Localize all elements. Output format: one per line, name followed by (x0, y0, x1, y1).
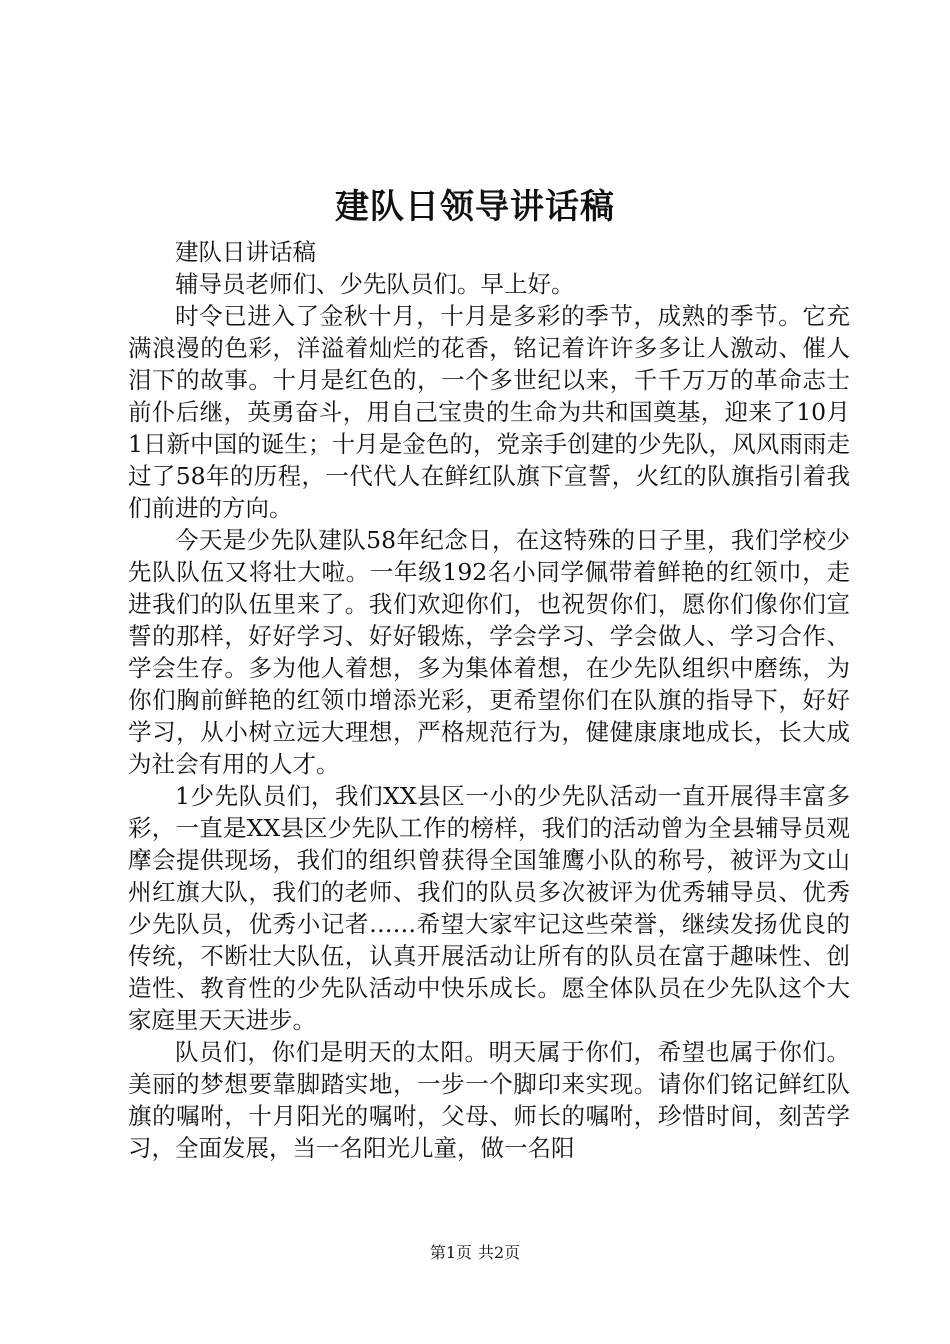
paragraph-heading: 建队日讲话稿 (175, 238, 316, 266)
page-footer (0, 1242, 950, 1264)
paragraph-greeting: 辅导员老师们、少先队员们。早上好。 (175, 270, 575, 298)
paragraph: 时令已进入了金秋十月，十月是多彩的季节，成熟的季节。它充满浪漫的色彩，洋溢着灿烂的花香，铭记着许许多多让人激动、催人泪下的故事。十月是红色的，一个多世纪以来，千千万万的革命志士前仆后继，英勇奋斗，用自己宝贵的生命为共和国奠基，迎来了10月1日新中国的诞生；十月是金色的，党亲手创建的少先队，风风雨雨走过了58年的历程，一代代人在鲜红队旗下宣誓，火红的队旗指引着我们前进的方向。 (128, 302, 850, 522)
document-body (128, 236, 850, 1164)
paragraph: 1少先队员们，我们XX县区一小的少先队活动一直开展得丰富多彩，一直是XX县区少先队工作的榜样，我们的活动曾为全县辅导员观摩会提供现场，我们的组织曾获得全国雏鹰小队的称号，被评为文山州红旗大队，我们的老师、我们的队员多次被评为优秀辅导员、优秀少先队员，优秀小记者……希望大家牢记这些荣誉，继续发扬优良的传统，不断壮大队伍，认真开展活动让所有的队员在富于趣味性、创造性、教育性的少先队活动中快乐成长。愿全体队员在少先队这个大家庭里天天进步。 (128, 782, 850, 1034)
paragraph: 队员们，你们是明天的太阳。明天属于你们，希望也属于你们。美丽的梦想要靠脚踏实地，一步一个脚印来实现。请你们铭记鲜红队旗的嘱咐，十月阳光的嘱咐，父母、师长的嘱咐，珍惜时间，刻苦学习，全面发展，当一名阳光儿童，做一名阳 (128, 1038, 850, 1162)
page-number: 第1页 (429, 1243, 472, 1262)
paragraph: 今天是少先队建队58年纪念日，在这特殊的日子里，我们学校少先队队伍又将壮大啦。一年级192名小同学佩带着鲜艳的红领巾，走进我们的队伍里来了。我们欢迎你们，也祝贺你们，愿你们像你们宣誓的那样，好好学习、好好锻炼，学会学习、学会做人、学习合作、学会生存。多为他人着想，多为集体着想，在少先队组织中磨练，为你们胸前鲜艳的红领巾增添光彩，更希望你们在队旗的指导下，好好学习，从小树立远大理想，严格规范行为，健健康康地成长，长大成为社会有用的人才。 (128, 526, 850, 778)
page-total: 共2页 (478, 1243, 521, 1262)
document-title: 建队日领导讲话稿 (335, 187, 615, 227)
